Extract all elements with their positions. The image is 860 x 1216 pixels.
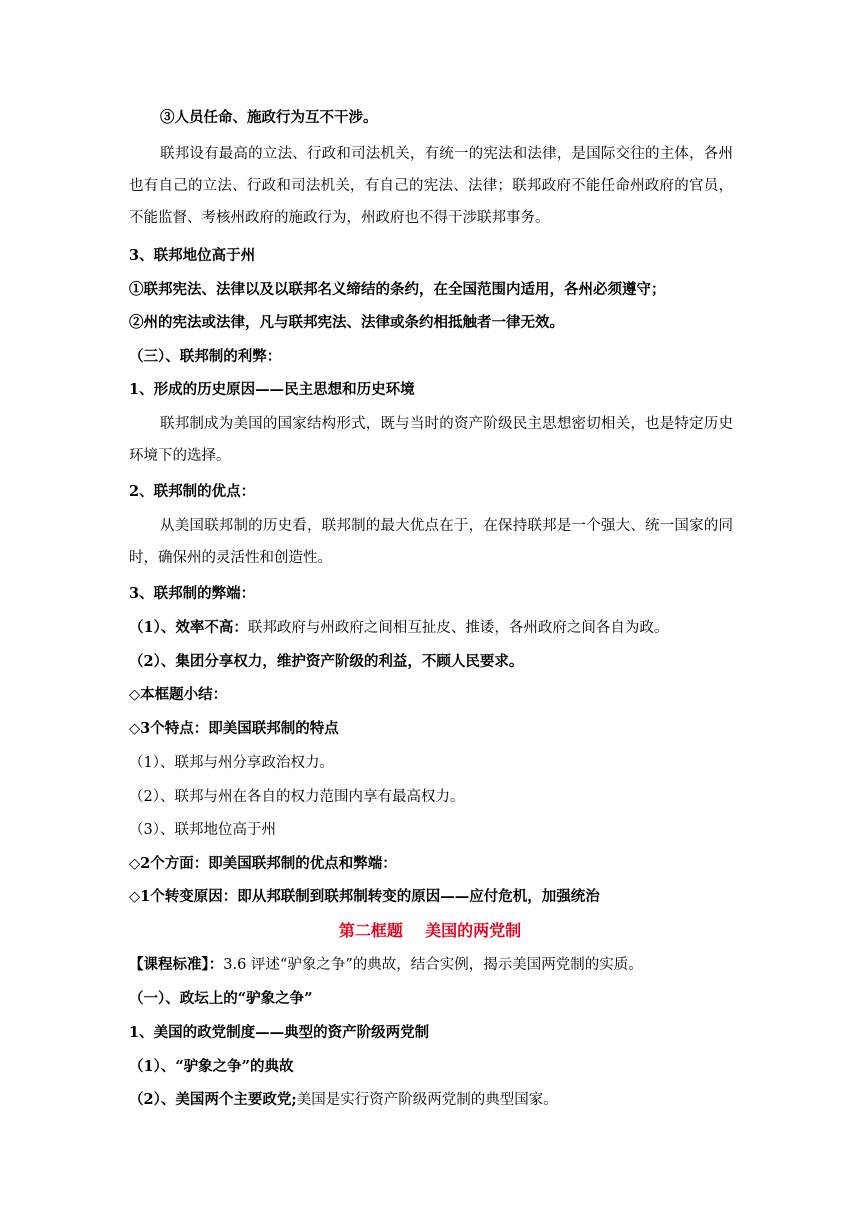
text-line: ③人员任命、施政行为互不干涉。 — [160, 109, 378, 126]
summary-item: ◇1个转变原因：即从邦联制到联邦制转变的原因——应付危机，加强统治 — [129, 888, 600, 905]
course-standard-text: 3.6 评述“驴象之争”的典故，结合实例，揭示美国两党制的实质。 — [223, 957, 643, 973]
paragraph: 联邦制成为美国的国家结构形式，既与当时的资产阶级民主思想密切相关，也是特定历史环境下的选择。 — [129, 416, 733, 464]
summary-item: ◇2个方面：即美国联邦制的优点和弊端： — [129, 855, 397, 872]
text-line: （1）、联邦与州分享政治权力。 — [129, 755, 334, 771]
text-body: 联邦政府与州政府之间相互扯皮、推诿，各州政府之间各自为政。 — [247, 620, 669, 636]
text-line — [129, 1090, 558, 1110]
section-heading: 3、联邦制的弊端： — [129, 585, 256, 602]
text-line: （3）、联邦地位高于州 — [129, 822, 276, 838]
chapter-title: 第二框题 美国的两党制 — [338, 921, 522, 940]
text-line: （2）、集团分享权力，维护资产阶级的利益，不顾人民要求。 — [129, 653, 524, 670]
text-lead: （2）、美国两个主要政党; — [129, 1091, 297, 1108]
section-heading: 2、联邦制的优点： — [129, 483, 256, 500]
section-heading: 1、美国的政党制度——典型的资产阶级两党制 — [129, 1024, 430, 1041]
section-heading: （一）、政坛上的“驴象之争” — [129, 990, 313, 1007]
course-standard-label: 【课程标准】： — [129, 956, 224, 973]
summary-item: ◇3个特点：即美国联邦制的特点 — [129, 720, 339, 737]
text-line — [129, 955, 643, 975]
text-body: 美国是实行资产阶级两党制的典型国家。 — [296, 1092, 558, 1108]
text-line: （2）、联邦与州在各自的权力范围内享有最高权力。 — [129, 789, 465, 805]
text-lead: （1）、效率不高： — [129, 619, 248, 636]
text-line: （1）、“驴象之争”的典故 — [129, 1058, 294, 1075]
summary-heading: ◇本框题小结： — [129, 686, 228, 703]
text-line — [129, 618, 668, 638]
paragraph: 联邦设有最高的立法、行政和司法机关，有统一的宪法和法律，是国际交往的主体，各州也有自己的立法、行政和司法机关，有自己的宪法、法律；联邦政府不能任命州政府的官员，不能监督、考核州政府的施政行为，州政府也不得干涉联邦事务。 — [129, 146, 733, 226]
paragraph: 从美国联邦制的历史看，联邦制的最大优点在于，在保持联邦是一个强大、统一国家的同时，确保州的灵活性和创造性。 — [129, 518, 733, 566]
text-line: ①联邦宪法、法律以及以联邦名义缔结的条约，在全国范围内适用，各州必须遵守； — [129, 281, 666, 298]
section-heading: 1、形成的历史原因——民主思想和历史环境 — [129, 381, 415, 398]
section-heading: 3、联邦地位高于州 — [129, 247, 256, 264]
section-heading: （三）、联邦制的利弊： — [129, 348, 282, 365]
text-line: ②州的宪法或法律，凡与联邦宪法、法律或条约相抵触者一律无效。 — [129, 314, 564, 331]
